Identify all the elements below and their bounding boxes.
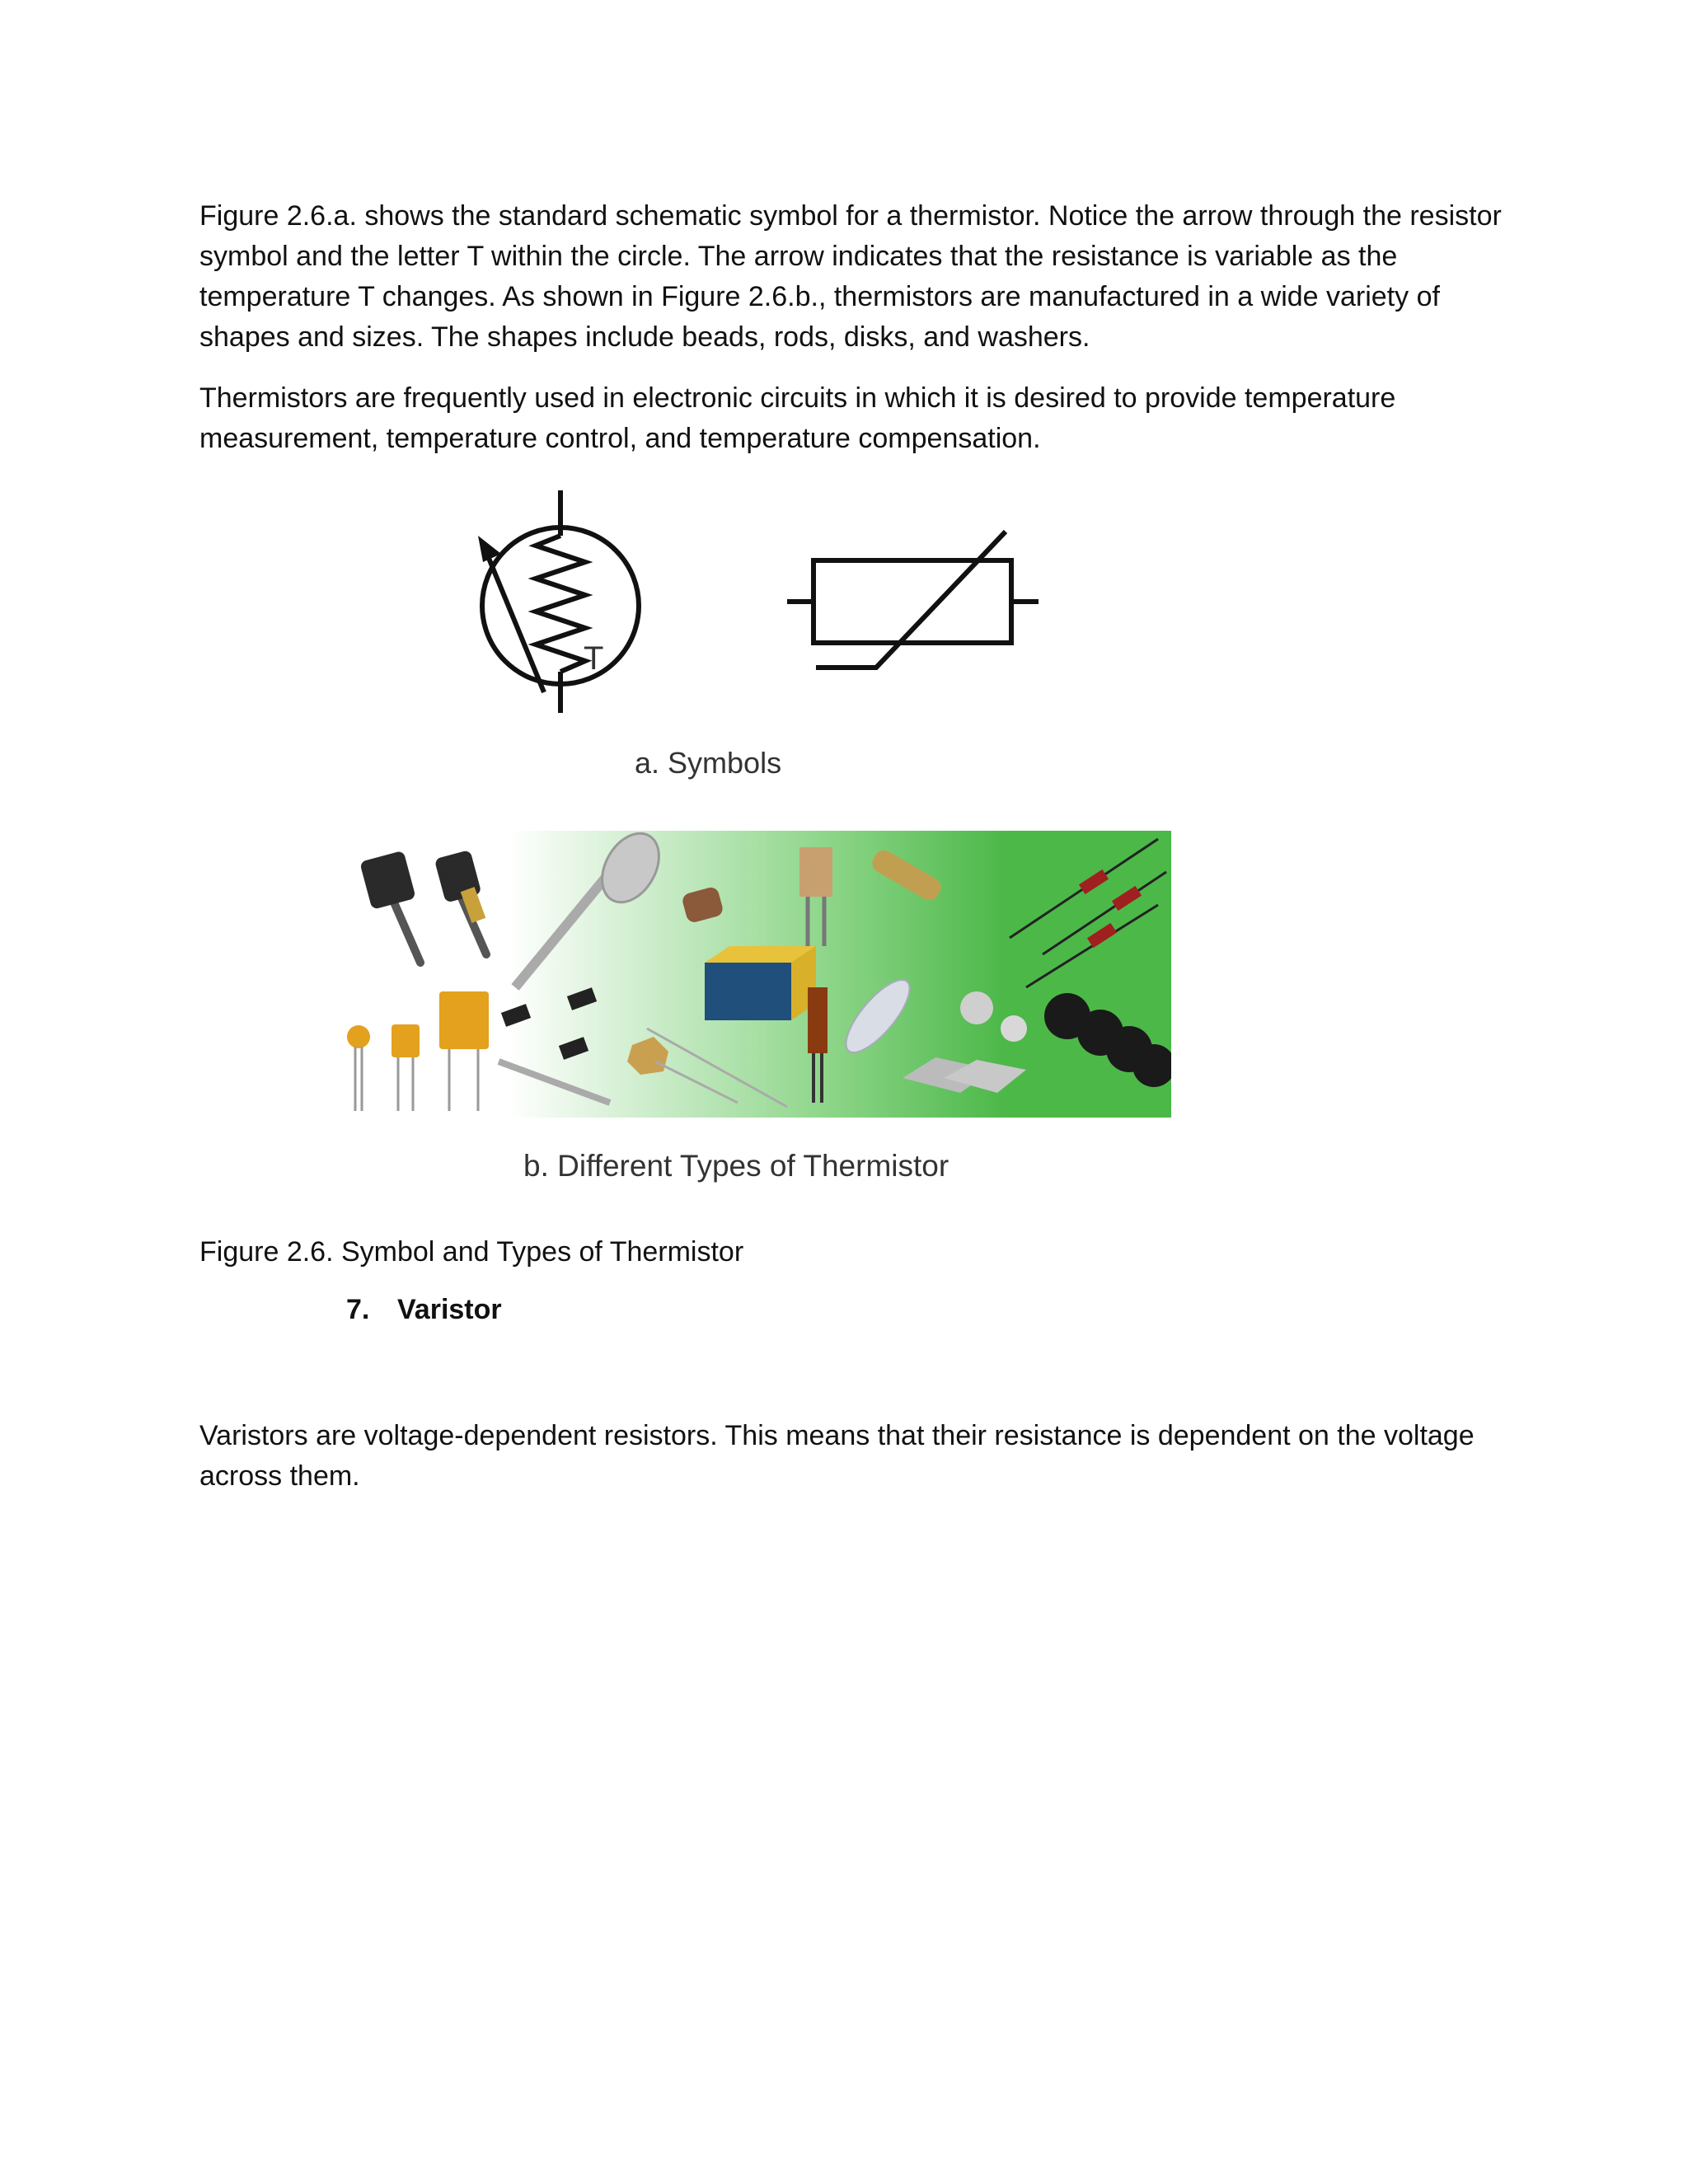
thermistor-types-photo [342, 831, 1171, 1118]
paragraph-thermistor-symbol: Figure 2.6.a. shows the standard schematic symbol for a thermistor. Notice the arrow through the resistor symbol and the letter T within the circle. The arrow indicates that the resistance is variable as the temperature T changes. As shown in Figure 2.6.b., thermistors are manufactured in a wide variety of shapes and sizes. The shapes include beads, rods, disks, and washers. [199, 200, 1502, 353]
figure-thermistor [330, 486, 1203, 1212]
paragraph-thermistor-uses: Thermistors are frequently used in electronic circuits in which it is desired to provide temperature measurement, temperature control, and temperature compensation. [199, 382, 1396, 454]
section-heading [346, 1294, 502, 1326]
section-number: 7. [346, 1294, 370, 1325]
paragraph-varistor: Varistors are voltage-dependent resistors. This means that their resistance is dependent on the voltage across them. [199, 1420, 1475, 1492]
symbols-caption: a. Symbols [635, 746, 782, 780]
thermistor-rect-symbol [787, 532, 1039, 668]
figure-caption: Figure 2.6. Symbol and Types of Thermistor [199, 1236, 744, 1268]
symbol-letter: T [584, 640, 604, 677]
thermistor-symbols-diagram [453, 486, 1047, 725]
thermistor-circle-symbol [482, 490, 639, 713]
section-title: Varistor [397, 1294, 502, 1325]
types-caption: b. Different Types of Thermistor [523, 1149, 950, 1183]
